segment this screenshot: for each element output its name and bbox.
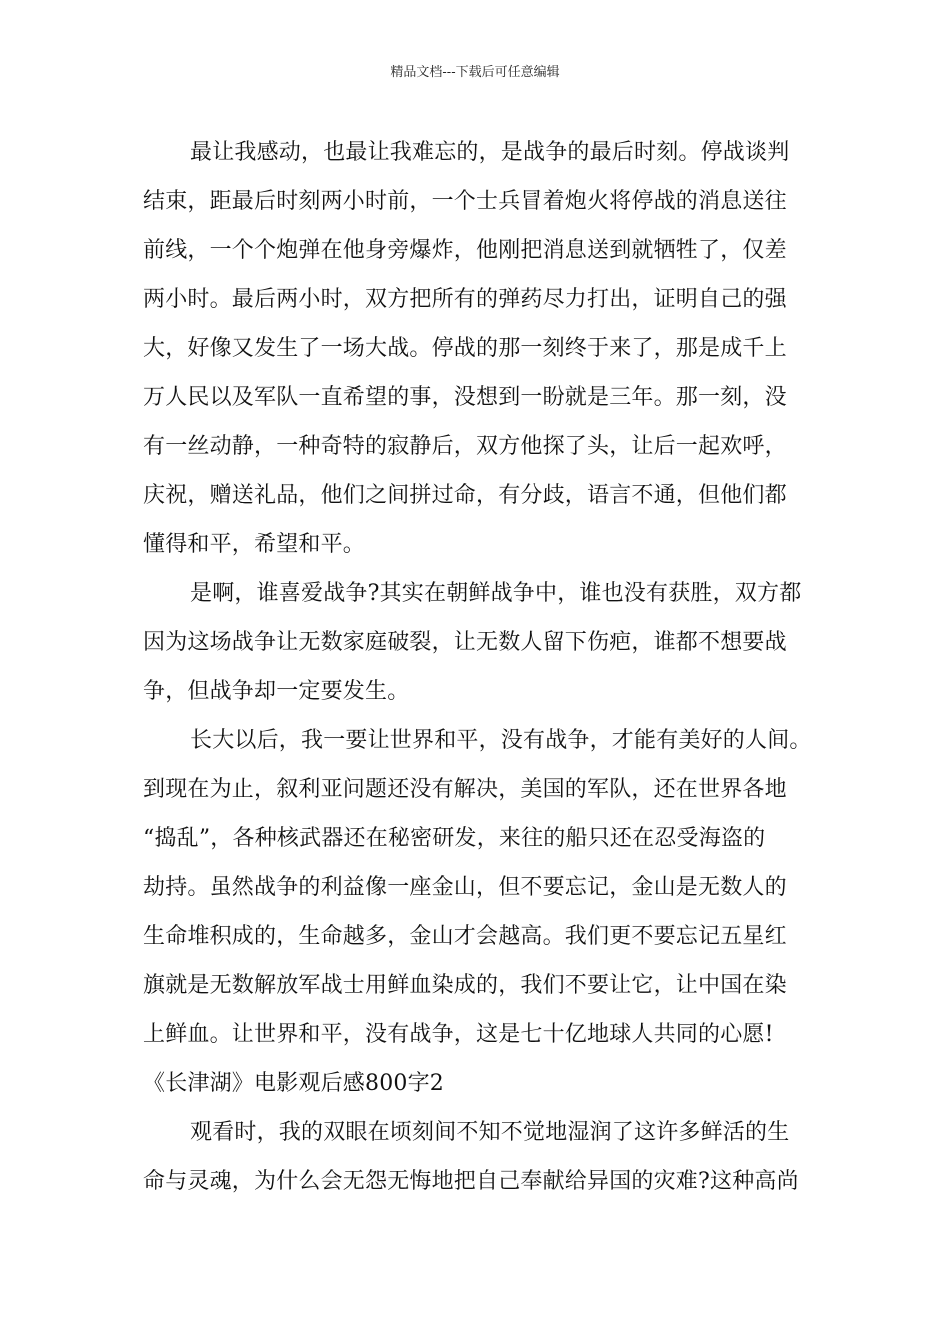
text-line: 万人民以及军队一直希望的事，没想到一盼就是三年。那一刻，没 <box>143 385 787 410</box>
text-line: 最让我感动，也最让我难忘的，是战争的最后时刻。停战谈判 <box>190 140 790 165</box>
text-line: 争，但战争却一定要发生。 <box>143 679 410 704</box>
text-line: 庆祝，赠送礼品，他们之间拼过命，有分歧，语言不通，但他们都 <box>143 483 787 508</box>
text-line: 劫持。虽然战争的利益像一座金山，但不要忘记，金山是无数人的 <box>143 875 787 900</box>
text-line: 两小时。最后两小时，双方把所有的弹药尽力打出，证明自己的强 <box>143 287 787 312</box>
section-heading: 《长津湖》电影观后感800字2 <box>143 1071 444 1096</box>
text-line: 有一丝动静，一种奇特的寂静后，双方他探了头，让后一起欢呼， <box>143 434 787 459</box>
text-line: 前线，一个个炮弹在他身旁爆炸，他刚把消息送到就牺牲了，仅差 <box>143 238 787 263</box>
text-line: 懂得和平，希望和平。 <box>143 532 366 557</box>
document-body <box>143 128 811 1206</box>
text-line: 因为这场战争让无数家庭破裂，让无数人留下伤疤，谁都不想要战 <box>143 630 787 655</box>
text-line: 结束，距最后时刻两小时前，一个士兵冒着炮火将停战的消息送往 <box>143 189 787 214</box>
text-line: 到现在为止，叙利亚问题还没有解决，美国的军队，还在世界各地 <box>143 777 787 802</box>
text-line: 是啊，谁喜爱战争?其实在朝鲜战争中，谁也没有获胜，双方都 <box>190 581 802 606</box>
text-line: 观看时，我的双眼在顷刻间不知不觉地湿润了这许多鲜活的生 <box>190 1120 790 1145</box>
text-line: 上鲜血。让世界和平，没有战争，这是七十亿地球人共同的心愿! <box>143 1022 774 1047</box>
page-header: 精品文档---下载后可任意编辑 <box>390 65 560 80</box>
text-line: 旗就是无数解放军战士用鲜血染成的，我们不要让它，让中国在染 <box>143 973 787 998</box>
text-line: 命与灵魂，为什么会无怨无悔地把自己奉献给异国的灾难?这种高尚 <box>143 1169 799 1194</box>
text-line: “捣乱”，各种核武器还在秘密研发，来往的船只还在忍受海盗的 <box>143 826 766 851</box>
text-line: 大，好像又发生了一场大战。停战的那一刻终于来了，那是成千上 <box>143 336 787 361</box>
text-line: 长大以后，我一要让世界和平，没有战争，才能有美好的人间。 <box>190 728 812 753</box>
text-line: 生命堆积成的，生命越多，金山才会越高。我们更不要忘记五星红 <box>143 924 787 949</box>
